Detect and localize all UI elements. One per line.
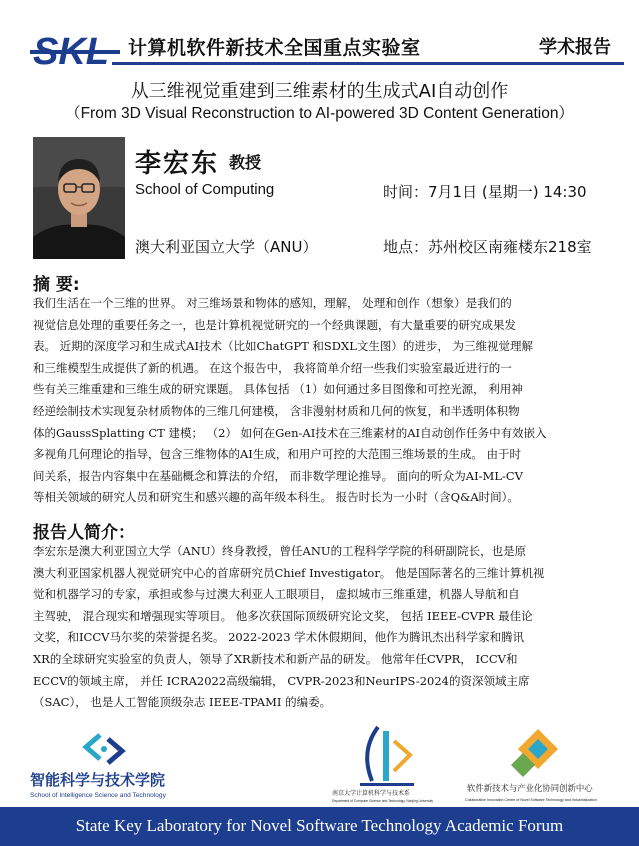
abstract-line: 间关系，报告内容集中在基础概念和算法的介绍， 而非数学理论推导。 面向的听众为AI-ML-CV (33, 468, 523, 483)
innovation-center-logo (463, 723, 613, 808)
bio-line: ECCV的领域主席， 并任 ICRA2022高级编辑， CVPR-2023和NeurIPS-2024的资深领域主席 (33, 673, 530, 688)
abstract-line: 多视角几何理论的指导，包含三维物体的AI生成，和用户可控的大范围三维场景的生成。 由于时 (33, 447, 521, 462)
ai-school-logo (30, 731, 200, 803)
skl-logo (30, 26, 120, 70)
talk-time: 时间：7月1日 (星期一) 14:30 (383, 183, 587, 201)
abstract-line: 我们生活在一个三维的世界。 对三维场景和物体的感知，理解， 处理和创作（想象）是我们的 (33, 296, 512, 310)
header (0, 0, 639, 72)
bio-body (33, 541, 611, 714)
bio-heading: 报告人简介： (33, 523, 135, 543)
speaker-photo (33, 137, 125, 259)
abstract-line: 经逆绘制技术实现复杂材质物体的三维几何建模， 含非漫射材质和几何的恢复，和半透明体积物 (33, 403, 520, 418)
abstract-body (33, 293, 611, 509)
abstract-line: 体的GaussSplatting CT 建模； （2） 如何在Gen-AI技术在三维素材的AI自动创作任务中有效嵌入 (33, 425, 547, 440)
bio-line: 澳大利亚国家机器人视觉研究中心的首席研究员Chief Investigator。 他是国际著名的三维计算机视 (33, 565, 545, 580)
abstract-line: 表。 近期的深度学习和生成式AI技术（比如ChatGPT 和SDXL文生图）的进步， 为三维视觉理解 (33, 339, 534, 354)
speaker-name: 李宏东 (135, 149, 220, 179)
bio-line: 文奖，和ICCV马尔奖的荣誉提名奖。 2022-2023 学术休假期间，他作为腾讯杰出科学家和腾讯 (33, 630, 525, 645)
abstract-heading: 摘 要: (33, 275, 80, 295)
ai-school-name-en: School of Intelligence Science and Technology (30, 792, 166, 799)
ai-school-name-cn: 智能科学与技术学院 (30, 771, 166, 789)
footer-text: State Key Laboratory for Novel Software Technology Academic Forum (75, 816, 564, 835)
nju-cs-name-cn: 南京大学计算机科学与技术系 (332, 790, 411, 797)
bio-line: 主驾驶， 混合现实和增强现实等项目。 他多次获国际顶级研究论文奖， 包括 IEEE-CVPR 最佳论 (33, 608, 533, 623)
bio-line: （SAC）， 也是人工智能顶级杂志 IEEE-TPAMI 的编委。 (33, 695, 332, 710)
center-name-en: Collaborative Innovation Center of Novel Software Technology and Industrialization (465, 798, 597, 802)
abstract-line: 视觉信息处理的重要任务之一，也是计算机视觉研究的一个经典课题，有大量重要的研究成果发 (33, 317, 516, 332)
report-label: 学术报告 (539, 37, 611, 58)
talk-place: 地点：苏州校区南雍楼东218室 (383, 238, 592, 256)
bio-line: 李宏东是澳大利亚国立大学（ANU）终身教授，曾任ANU的工程科学学院的科研副院长，也是原 (33, 544, 527, 558)
center-name-cn: 软件新技术与产业化协同创新中心 (467, 783, 593, 793)
nju-cs-name-en: Department of Computer Science and Technology, Nanjing University (332, 799, 434, 803)
speaker-title: 教授 (229, 153, 262, 172)
bio-line: 觉和机器学习的专家，承担或参与过澳大利亚人工眼项目， 虚拟城市三维重建，机器人导航和自 (33, 587, 520, 602)
speaker-university: 澳大利亚国立大学（ANU） (135, 238, 318, 256)
skl-logo-text: SKL (33, 31, 109, 70)
talk-title-cn: 从三维视觉重建到三维素材的生成式AI自动创作 (130, 81, 509, 102)
nju-cs-logo (330, 721, 440, 806)
header-divider (112, 62, 624, 65)
abstract-line: 等相关领域的研究人员和研究生和感兴趣的高年级本科生。 报告时长为一小时（含Q&A时间）。 (33, 490, 519, 505)
bio-line: XR的全球研究实验室的负责人，领导了XR新技术和新产品的研发。 他常年任CVPR， ICCV和 (33, 651, 518, 666)
talk-title-en: （From 3D Visual Reconstruction to AI-powered 3D Content Generation） (65, 105, 574, 122)
abstract-line: 和三维模型生成提供了新的机遇。 在这个报告中， 我将简单介绍一些我们实验室最近进行的一 (33, 360, 512, 375)
speaker-school: School of Computing (135, 181, 275, 198)
abstract-line: 些有关三维重建和三维生成的研究课题。 具体包括 （1）如何通过多目图像和可控光源， 利用神 (33, 382, 523, 397)
lab-name: 计算机软件新技术全国重点实验室 (128, 37, 421, 59)
